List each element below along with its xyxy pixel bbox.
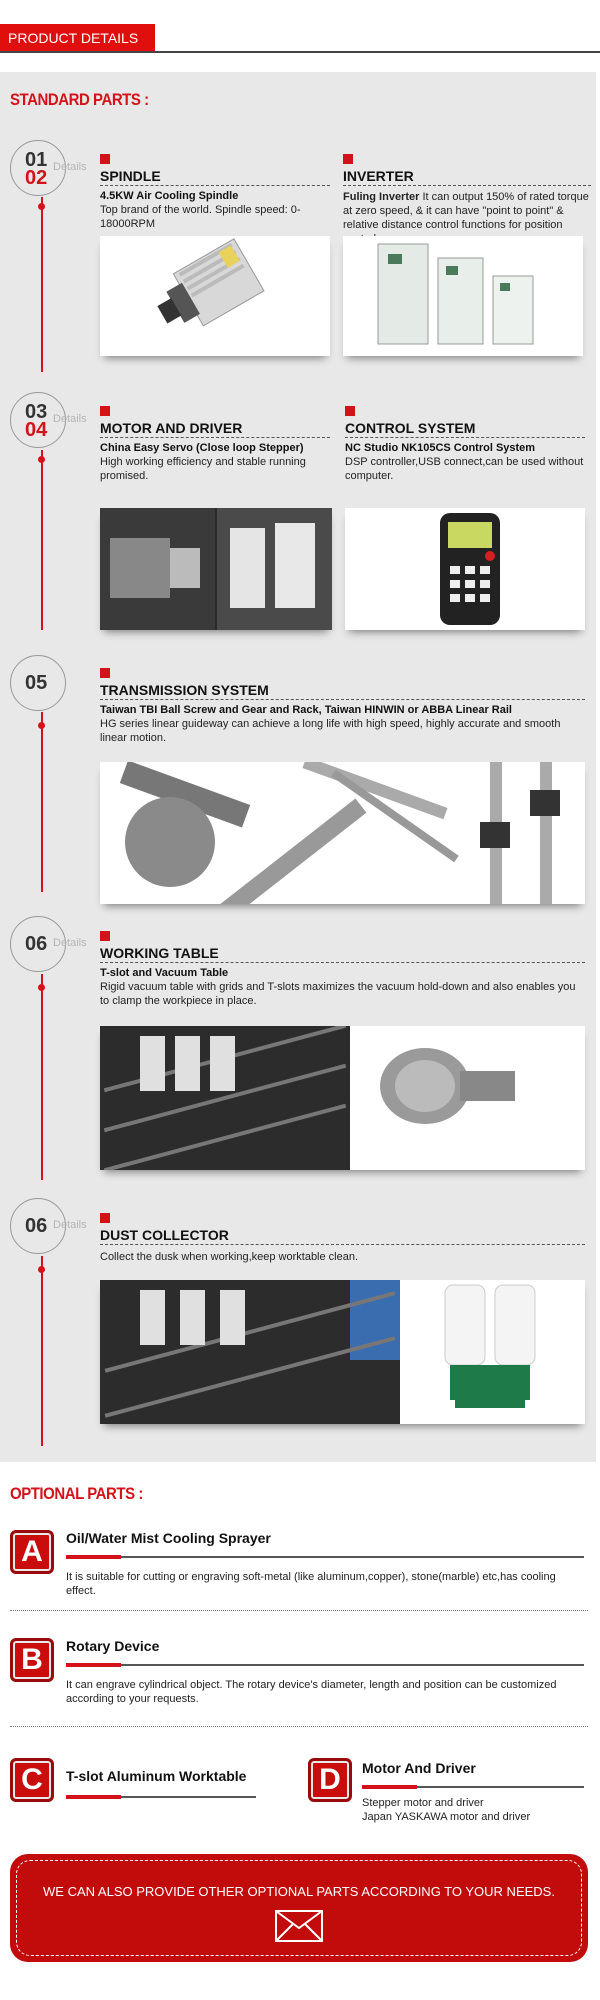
optional-a-desc: It is suitable for cutting or engraving soft-metal (like aluminum,copper), stone(marble) etc,has cooling effect. (66, 1571, 556, 1597)
step-number: 03 (25, 401, 48, 423)
timeline-line (41, 450, 43, 630)
transmission-title: TRANSMISSION SYSTEM (100, 682, 585, 700)
optional-c-title: T-slot Aluminum Worktable (66, 1768, 247, 1784)
details-label: Details (53, 413, 87, 425)
product-details-tab: PRODUCT DETAILS (0, 24, 155, 52)
bullet-square (345, 406, 355, 416)
page-header (0, 24, 600, 54)
transmission-desc: HG series linear guideway can achieve a long life with high speed, highly accurate and smooth linear motion. (100, 718, 561, 744)
working-table-subtitle: T-slot and Vacuum Table (100, 967, 229, 979)
motor-driver-image (100, 508, 332, 630)
inverter-title: INVERTER (343, 168, 591, 186)
control-system-desc: DSP controller,USB connect,can be used without computer. (345, 456, 584, 482)
step-circle-03-04 (10, 392, 87, 448)
working-table-desc: Rigid vacuum table with grids and T-slots maximizes the vacuum hold-down and also enables you to clamp the workpiece in place. (100, 981, 576, 1007)
bullet-square (343, 154, 353, 164)
optional-d-desc-2: Japan YASKAWA motor and driver (362, 1811, 531, 1823)
bullet-square (100, 668, 110, 678)
optional-b-desc: It can engrave cylindrical object. The rotary device's diameter, length and position can be customized according to your requests. (66, 1679, 557, 1705)
dust-collector-desc: Collect the dusk when working,keep worktable clean. (100, 1251, 359, 1263)
bullet-square (100, 931, 110, 941)
optional-d-title: Motor And Driver (362, 1760, 476, 1776)
badge-d: D (308, 1758, 352, 1802)
step-number: 06 (25, 933, 48, 955)
dust-collector-image (100, 1280, 585, 1424)
timeline-dot (38, 456, 45, 463)
optional-d-bar (362, 1786, 584, 1788)
control-system-subtitle: NC Studio NK105CS Control System (345, 442, 536, 454)
optional-b-bar (66, 1664, 584, 1666)
dotted-divider (10, 1726, 588, 1727)
timeline-dot (38, 722, 45, 729)
inverter-image (343, 236, 583, 356)
details-label: Details (53, 1219, 87, 1231)
timeline-line (41, 1256, 43, 1446)
optional-d-desc-1: Stepper motor and driver (362, 1797, 484, 1809)
control-system-image (345, 508, 585, 630)
contact-banner (10, 1854, 588, 1962)
step-circle-05 (10, 655, 66, 711)
inverter-desc: It can output 150% of rated torque at zero speed, & it can have "point to point" & relative distance control functions for position (343, 191, 589, 231)
timeline-line (41, 712, 43, 892)
bullet-square (100, 406, 110, 416)
motor-driver-subtitle: China Easy Servo (Close loop Stepper) (100, 442, 304, 454)
step-circle-01-02 (10, 140, 87, 196)
dotted-divider (10, 1610, 588, 1611)
standard-parts-title: STANDARD PARTS : (10, 90, 149, 109)
badge-b: B (10, 1638, 54, 1682)
step-circle-06 (10, 916, 87, 972)
envelope-icon (275, 1910, 323, 1942)
header-divider (0, 51, 600, 53)
optional-a-title: Oil/Water Mist Cooling Sprayer (66, 1530, 271, 1546)
step-number: 06 (25, 1215, 48, 1237)
step-number: 05 (25, 672, 48, 694)
step-number: 01 (25, 149, 48, 171)
timeline-dot (38, 984, 45, 991)
step-number: 04 (25, 419, 48, 441)
transmission-image (100, 762, 585, 904)
optional-parts-title: OPTIONAL PARTS : (10, 1484, 143, 1503)
timeline-dot (38, 1266, 45, 1273)
dust-collector-title: DUST COLLECTOR (100, 1227, 585, 1245)
badge-a: A (10, 1530, 54, 1574)
step-circle-06-dust (10, 1198, 87, 1254)
badge-c: C (10, 1758, 54, 1802)
optional-c-bar (66, 1796, 256, 1798)
optional-a-bar (66, 1556, 584, 1558)
inverter-subtitle: Fuling Inverter (343, 191, 420, 203)
working-table-title: WORKING TABLE (100, 945, 585, 963)
motor-driver-desc: High working efficiency and stable running promised. (100, 456, 306, 482)
step-number: 02 (25, 167, 48, 189)
spindle-desc: Top brand of the world. Spindle speed: 0-18000RPM (100, 204, 301, 230)
details-label: Details (53, 937, 87, 949)
optional-b-title: Rotary Device (66, 1638, 160, 1654)
bullet-square (100, 1213, 110, 1223)
transmission-subtitle: Taiwan TBI Ball Screw and Gear and Rack, Taiwan HINWIN or ABBA Linear Rail (100, 704, 512, 716)
timeline-dot (38, 203, 45, 210)
motor-driver-title: MOTOR AND DRIVER (100, 420, 330, 438)
spindle-subtitle: 4.5KW Air Cooling Spindle (100, 190, 239, 202)
banner-text: WE CAN ALSO PROVIDE OTHER OPTIONAL PARTS ACCORDING TO YOUR NEEDS. (43, 1884, 555, 1899)
working-table-image (100, 1026, 585, 1170)
details-label: Details (53, 161, 87, 173)
timeline-line (41, 197, 43, 372)
control-system-title: CONTROL SYSTEM (345, 420, 585, 438)
spindle-image (100, 236, 330, 356)
bullet-square (100, 154, 110, 164)
spindle-title: SPINDLE (100, 168, 330, 186)
timeline-line (41, 974, 43, 1180)
